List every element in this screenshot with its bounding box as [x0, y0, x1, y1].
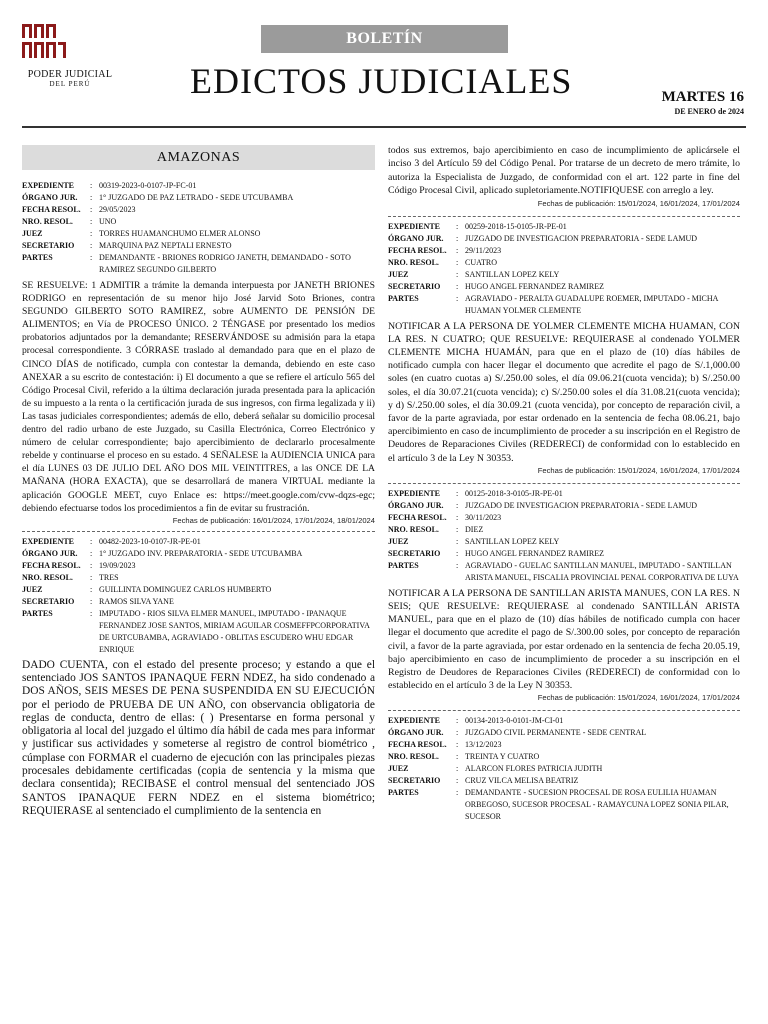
label-fecha: FECHA RESOL. [388, 245, 447, 255]
poder-judicial-logo [20, 22, 120, 88]
label-expediente: EXPEDIENTE [22, 181, 75, 190]
juez-value: ALARCON FLORES PATRICIA JUDITH [465, 764, 603, 774]
fecha-value: 13/12/2023 [465, 740, 502, 750]
partes-value: IMPUTADO - RIOS SILVA ELMER MANUEL, IMPUTADO - IPANAQUE FERNANDEZ JOSE SANTOS, MIRIAM AGUILAR COSMEFFPCORPORATIVA DE URTCUBAMBA, AGRAVIADO - OBLITAS ESCUDERO WHU EDGAR ENRIQUE [99, 608, 370, 654]
fecha-value: 29/05/2023 [99, 205, 136, 214]
edict-body: DADO CUENTA, con el estado del presente proceso; y estando a que el sentenciado JOS SANTOS IPANAQUE FERN NDEZ, ha sido condenado a DOS AÑOS, SEIS MESES DE PENA SUSPENDIDA EN SU EJECUCIÓN por el periodo de PRUEBA DE UN AÑO, con observancia obligatoria de reglas de conducta, dentro de ellas: ( ) Presentarse en forma personal y obligatoria al local del juzgado el último día hábil de cada mes para informar y justificar sus actividades y someterse al registro de control biométrico , cúmplase con FORMAR el cuaderno de ejecución con las principales piezas procesales debidamente certificadas (copia de sentencia y la misma que declara consentida); RECIBASE el control mensual del sentenciado JOS SANTOS IPANAQUE FERN NDEZ en el sistema biométrico; REQUIERASE al sentenciado el cumplimiento de la sentencia en [22, 658, 375, 817]
left-column [22, 138, 375, 818]
label-nro: NRO. RESOL. [22, 217, 73, 226]
secretario-value: RAMOS SILVA YANE [99, 596, 174, 606]
label-juez: JUEZ [388, 536, 409, 546]
label-organo: ÓRGANO JUR. [388, 500, 444, 510]
label-nro: NRO. RESOL. [388, 257, 439, 267]
edict-metadata: EXPEDIENTE : 00134-2013-0-0101-JM-CI-01 ÓRGANO JUR. : JUZGADO CIVIL PERMANENTE - SEDE CENTRAL FECHA RESOL. : 13/12/2023 NRO. RESOL. : TREINTA Y CUATRO JUEZ : ALARCON FLORES PATRICIA JUDITH SECRETARIO : CRUZ VILCA MELISA BEATRIZ PARTES : DEMANDANTE - SUCESION PROCESAL DE ROSA EULILIA HUAMAN ORBEGOSO, SUCESOR PROCESAL - RAMAYCUNA LOPEZ SONIA PILAR, SUCESOR [388, 715, 740, 823]
label-expediente: EXPEDIENTE [388, 716, 441, 726]
label-partes: PARTES [388, 293, 419, 303]
juez-value: GUILLINTA DOMINGUEZ CARLOS HUMBERTO [99, 584, 272, 594]
label-juez: JUEZ [22, 229, 43, 238]
partes-value: AGRAVIADO - PERALTA GUADALUPE ROEMER, IMPUTADO - MICHA HUAMAN YOLMER CLEMENTE [465, 293, 718, 315]
label-fecha: FECHA RESOL. [388, 512, 447, 522]
label-juez: JUEZ [388, 764, 409, 774]
publication-dates: Fechas de publicación: 15/01/2024, 16/01/2024, 17/01/2024 [537, 465, 740, 475]
label-secretario: SECRETARIO [388, 281, 441, 291]
expediente-value: 00134-2013-0-0101-JM-CI-01 [465, 716, 564, 726]
label-fecha: FECHA RESOL. [22, 205, 81, 214]
partes-value: DEMANDANTE - SUCESION PROCESAL DE ROSA EULILIA HUAMAN ORBEGOSO, SUCESOR PROCESAL - RAMAYCUNA LOPEZ SONIA PILAR, SUCESOR [465, 788, 729, 822]
secretario-value: HUGO ANGEL FERNANDEZ RAMIREZ [465, 281, 605, 291]
publication-dates: Fechas de publicación: 15/01/2024, 16/01/2024, 17/01/2024 [537, 693, 740, 703]
organo-value: JUZGADO DE INVESTIGACION PREPARATORIA - SEDE LAMUD [465, 233, 698, 243]
label-secretario: SECRETARIO [22, 596, 75, 606]
organo-value: 1° JUZGADO INV. PREPARATORIA - SEDE UTCUBAMBA [99, 548, 303, 558]
edict-entry [22, 531, 375, 819]
organo-value: JUZGADO DE INVESTIGACION PREPARATORIA - SEDE LAMUD [465, 500, 698, 510]
issue-day: MARTES 16 [661, 89, 744, 105]
publication-dates: Fechas de publicación: 15/01/2024, 16/01/2024, 17/01/2024 [537, 198, 740, 208]
label-partes: PARTES [388, 788, 419, 798]
label-organo: ÓRGANO JUR. [22, 548, 78, 558]
fecha-value: 30/11/2023 [465, 512, 502, 522]
edict-body-continued: todos sus extremos, bajo apercibimiento en caso de incumplimiento de aplicársele el inciso 3 del Artículo 59 del Código Penal. Por tratarse de un decreto de mero trámite, lo autoriza la Especialista de Juzgado, de conformidad con el art. 122 parte in fine del Código Procesal Civil, aplicado supletoriamente.NOTIFIQUESE con arreglo a ley. [388, 145, 740, 197]
label-expediente: EXPEDIENTE [22, 536, 75, 546]
right-column [388, 144, 740, 823]
edict-entry [388, 483, 740, 703]
label-fecha: FECHA RESOL. [388, 740, 447, 750]
secretario-value: MARQUINA PAZ NEPTALI ERNESTO [99, 241, 232, 250]
label-organo: ÓRGANO JUR. [388, 728, 444, 738]
partes-value: DEMANDANTE - BRIONES RODRIGO JANETH, DEMANDADO - SOTO RAMIREZ SEGUNDO GILBERTO [99, 253, 351, 274]
partes-value: AGRAVIADO - GUELAC SANTILLAN MANUEL, IMPUTADO - SANTILLAN ARISTA MANUEL, FISCALIA PROVINCIAL PENAL CORPORATIVA DE LUYA [465, 560, 739, 582]
edict-metadata: EXPEDIENTE : 00319-2023-0-0107-JP-FC-01 ÓRGANO JUR. : 1° JUZGADO DE PAZ LETRADO - SEDE UTCUBAMBA FECHA RESOL. : 29/05/2023 NRO. RESOL. : UNO JUEZ : TORRES HUAMANCHUMO ELMER ALONSO SECRETARIO : MARQUINA PAZ NEPTALI ERNESTO PARTES : DEMANDANTE - BRIONES RODRIGO JANETH, DEMANDADO - SOTO RAMIREZ SEGUNDO GILBERTO [22, 180, 375, 276]
boletin-label: BOLETÍN [261, 25, 508, 53]
page-header [0, 0, 768, 130]
label-juez: JUEZ [22, 584, 43, 594]
label-juez: JUEZ [388, 269, 409, 279]
juez-value: SANTILLAN LOPEZ KELY [465, 269, 560, 279]
edict-entry [388, 710, 740, 823]
secretario-value: HUGO ANGEL FERNANDEZ RAMIREZ [465, 548, 605, 558]
juez-value: SANTILLAN LOPEZ KELY [465, 536, 560, 546]
logo-name: PODER JUDICIAL [27, 69, 113, 80]
header-divider [22, 126, 746, 128]
edict-body: SE RESUELVE: 1 ADMITIR a trámite la demanda interpuesta por JANETH BRIONES RODRIGO en representación de su menor hijo José Jarvid Soto Briones, contra SEGUNDO GILBERTO SOTO RAMIREZ, sobre AUMENTO DE PENSIÓN DE ALIMENTOS; en Vía de PROCESO ÚNICO. 2 TÉNGASE por presentado los medios probatorios adjuntados por la demandante; RESERVÁNDOSE su admisión para la etapa procesal correspondiente. 3 CÓRRASE traslado al demandado para que en el plazo de CINCO DÍAS de notificado, cumpla con contestar la demanda, debiendo en este caso ANEXAR a su escrito de contestación: i) El documento a que se refiere el artículo 565 del Código Procesal Civil, referido a la última declaración jurada presentada para la aplicación de su impuesto a la renta o la certificación jurada de sus ingresos, con firma legalizada y ii) Las tasas judiciales correspondientes; además de ello, deberá señalar su domicilio procesal dentro del radio urbano de este Juzgado, su Casilla Electrónica, Correo Electrónico y número de celular correspondiente; bajo apercibimiento de declararlo procesalmente rebelde y continuarse el proceso en su estado. 4 SEÑALESE la AUDIENCIA UNICA para el día LUNES 03 DE JULIO DEL AÑO DOS MIL VEINTITRES, a las ONCE DE LA MAÑANA (HORA EXACTA), que se desarrollará de manera VIRTUAL mediante la aplicación GOOGLE MEET, cuyo Enlace es: https://meet.google.com/cvw-dqzs-egc; debiendo efectuarse todos los procedimientos a fin de evitar su frustración. [22, 280, 375, 514]
issue-date: DE ENERO de 2024 [674, 107, 744, 116]
expediente-value: 00259-2018-15-0105-JR-PE-01 [465, 221, 567, 231]
section-heading: AMAZONAS [22, 145, 375, 170]
label-secretario: SECRETARIO [22, 241, 75, 250]
label-partes: PARTES [388, 560, 419, 570]
label-nro: NRO. RESOL. [388, 524, 439, 534]
nro-value: DIEZ [465, 524, 484, 534]
label-nro: NRO. RESOL. [22, 572, 73, 582]
label-organo: ÓRGANO JUR. [388, 233, 444, 243]
edict-metadata: EXPEDIENTE : 00125-2018-3-0105-JR-PE-01 ÓRGANO JUR. : JUZGADO DE INVESTIGACION PREPARATORIA - SEDE LAMUD FECHA RESOL. : 30/11/2023 NRO. RESOL. : DIEZ JUEZ : SANTILLAN LOPEZ KELY SECRETARIO : HUGO ANGEL FERNANDEZ RAMIREZ PARTES : AGRAVIADO - GUELAC SANTILLAN MANUEL, IMPUTADO - SANTILLAN ARISTA MANUEL, FISCALIA PROVINCIAL PENAL CORPORATIVA DE LUYA [388, 488, 739, 582]
poder-judicial-emblem-icon [20, 22, 68, 62]
nro-value: CUATRO [465, 257, 498, 267]
label-nro: NRO. RESOL. [388, 752, 439, 762]
publication-dates: Fechas de publicación: 16/01/2024, 17/01/2024, 18/01/2024 [172, 515, 375, 525]
expediente-value: 00482-2023-10-0107-JR-PE-01 [99, 536, 201, 546]
label-organo: ÓRGANO JUR. [22, 193, 78, 202]
nro-value: TRES [99, 572, 119, 582]
fecha-value: 19/09/2023 [99, 560, 136, 570]
organo-value: JUZGADO CIVIL PERMANENTE - SEDE CENTRAL [465, 728, 647, 738]
organo-value: 1° JUZGADO DE PAZ LETRADO - SEDE UTCUBAMBA [99, 193, 294, 202]
expediente-value: 00319-2023-0-0107-JP-FC-01 [99, 181, 197, 190]
label-partes: PARTES [22, 608, 53, 618]
nro-value: UNO [99, 217, 117, 226]
logo-subtitle: DEL PERÚ [49, 80, 91, 88]
edict-metadata: EXPEDIENTE : 00259-2018-15-0105-JR-PE-01 ÓRGANO JUR. : JUZGADO DE INVESTIGACION PREPARATORIA - SEDE LAMUD FECHA RESOL. : 29/11/2023 NRO. RESOL. : CUATRO JUEZ : SANTILLAN LOPEZ KELY SECRETARIO : HUGO ANGEL FERNANDEZ RAMIREZ PARTES : AGRAVIADO - PERALTA GUADALUPE ROEMER, IMPUTADO - MICHA HUAMAN YOLMER CLEMENTE [388, 221, 740, 317]
fecha-value: 29/11/2023 [465, 245, 502, 255]
label-fecha: FECHA RESOL. [22, 560, 81, 570]
edict-body: NOTIFICAR A LA PERSONA DE SANTILLAN ARISTA MANUES, CON LA RES. N SEIS; QUE RESUELVE: REQUIERASE al condenado SANTILLÁN ARISTA MANUEL, para que en el plazo de (10) días hábiles de notificado cumpla con hacer llegar el documento que acredite el pago de S/.300.00 soles, por concepto de reparación civil, a favor de la parte agraviada, por estar ordenado en la sentencia de fecha 20.05.19, bajo apercibimiento en caso de incumplimiento de proceder a su inscripción en el Registro de Deudores de Reparaciones Civiles (REDERECI) de conformidad con lo establecido en el artículo 3 de la Ley N 30353. [388, 587, 740, 692]
edict-body: NOTIFICAR A LA PERSONA DE YOLMER CLEMENTE MICHA HUAMAN, CON LA RES. N CUATRO; QUE RESUELVE: REQUIERASE al condenado YOLMER CLEMENTE MICHA HUAMÁN, para que en el plazo de (10) días hábiles de notificado cumpla con hacer llegar el documento que acredite el pago de S/.1,000.00 soles (en cuatro cuotas a) S/.250.00 soles, el día 09.06.21(cuota vencida); b) S/.250.00 soles, el día 30.07.21(cuota vencida); c) S/.250.00 soles el día 31.08.21(cuota vencida); y d) S/.250.00 soles, el día 30.09.21 (cuota vencida), por concepto de reparación civil, a favor de la parte agraviada, por estar ordenado en la sentencia de fecha 08.06.21, bajo apercibimiento en caso de incumplimiento de proceder a su inscripción en el Registro de Deudores de Reparaciones Civiles (REDERECI) de conformidad con lo establecido en el artículo 3 de la Ley N 30353. [388, 320, 740, 464]
label-partes: PARTES [22, 253, 53, 262]
label-secretario: SECRETARIO [388, 776, 441, 786]
label-secretario: SECRETARIO [388, 548, 441, 558]
edict-entry [388, 216, 740, 475]
nro-value: TREINTA Y CUATRO [465, 752, 540, 762]
page-title: EDICTOS JUDICIALES [190, 61, 573, 101]
expediente-value: 00125-2018-3-0105-JR-PE-01 [465, 488, 563, 498]
label-expediente: EXPEDIENTE [388, 488, 441, 498]
juez-value: TORRES HUAMANCHUMO ELMER ALONSO [99, 229, 261, 238]
label-expediente: EXPEDIENTE [388, 221, 441, 231]
edict-entry [22, 176, 375, 525]
secretario-value: CRUZ VILCA MELISA BEATRIZ [465, 776, 579, 786]
edict-metadata: EXPEDIENTE : 00482-2023-10-0107-JR-PE-01 ÓRGANO JUR. : 1° JUZGADO INV. PREPARATORIA - SEDE UTCUBAMBA FECHA RESOL. : 19/09/2023 NRO. RESOL. : TRES JUEZ : GUILLINTA DOMINGUEZ CARLOS HUMBERTO SECRETARIO : RAMOS SILVA YANE PARTES : IMPUTADO - RIOS SILVA ELMER MANUEL, IMPUTADO - IPANAQUE FERNANDEZ JOSE SANTOS, MIRIAM AGUILAR COSMEFFPCORPORATIVA DE URTCUBAMBA, AGRAVIADO - OBLITAS ESCUDERO WHU EDGAR ENRIQUE [22, 536, 375, 656]
